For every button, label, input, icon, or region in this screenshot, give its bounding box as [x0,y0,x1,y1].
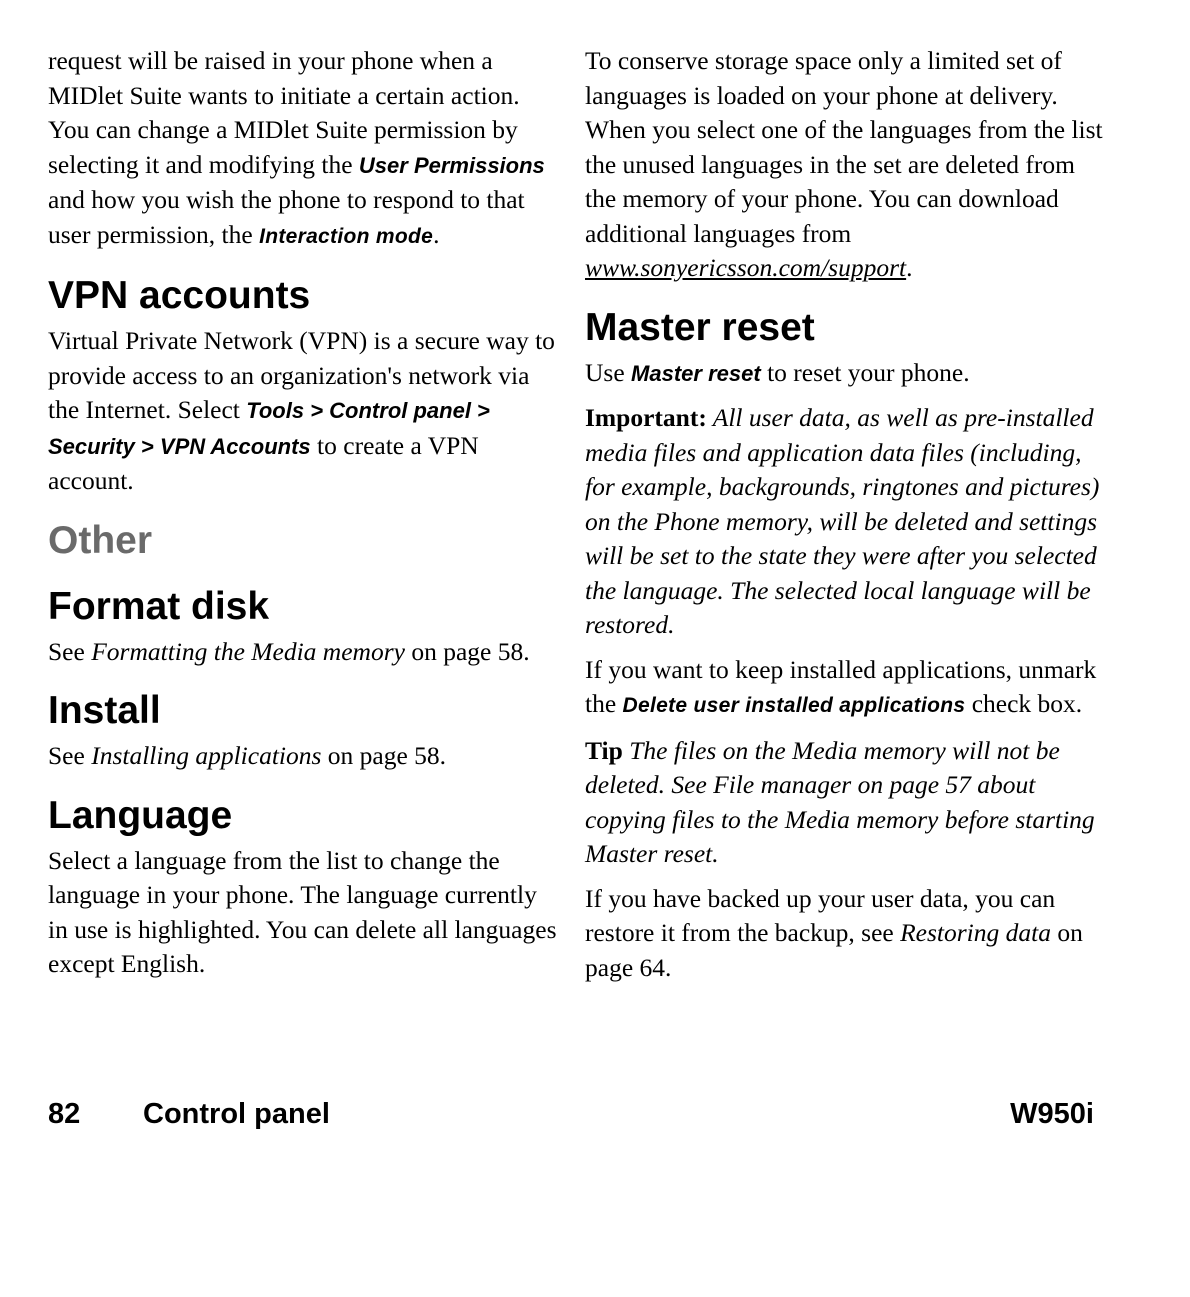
intro-paragraph [48,44,558,254]
install-paragraph [48,739,558,774]
language-heading: Language [48,793,233,837]
format-disk-heading: Format disk [48,584,270,628]
format-reference: Formatting the Media memory [91,636,405,666]
master-reset-heading: Master reset [585,305,815,349]
user-permissions-term: User Permissions [358,152,545,178]
intro-text-3: . [433,219,440,249]
restoring-data-reference: Restoring data [900,918,1051,947]
install-text-1: See [48,741,92,770]
important-label: Important: [585,403,707,432]
backup-text-2: on page 64. [585,918,1083,982]
storage-text-1: To conserve storage space only a limited set of languages is loaded on your phone at delivery. When you select one of the languages from the list the unused languages in the set are deleted from the memory of your phone. You can download additional languages from [585,46,1103,248]
backup-text-1: If you have backed up your user data, you can restore it from the backup, see [585,883,1056,947]
left-column [48,44,558,992]
vpn-paragraph [48,324,558,499]
format-text-1: See [48,636,92,666]
tip-note [585,734,1105,872]
format-disk-paragraph [48,635,558,670]
install-heading: Install [48,689,161,732]
section-title: Control panel [143,1098,330,1130]
other-heading: Other [48,518,153,562]
reset-text-1: Use [585,357,632,387]
delete-user-apps-term: Delete user installed applications [622,694,966,717]
model-name: W950i [1010,1098,1094,1130]
reset-text-2: to reset your phone. [760,357,970,387]
intro-text-1: request will be raised in your phone when a MIDlet Suite wants to initiate a certain action. You can change a MIDlet Suite permission by selecting it and modifying the [48,46,520,179]
backup-paragraph [585,882,1105,986]
install-text-2: on page 58. [321,741,447,770]
tip-label: Tip [585,735,623,765]
keep-text-2: check box. [965,689,1083,718]
vpn-menu-path: Tools > Control panel > Security > VPN Accounts [48,398,490,459]
storage-paragraph [585,44,1105,286]
format-text-2: on page 58. [404,636,530,666]
page-number: 82 [48,1098,81,1130]
master-reset-paragraph [585,356,1105,392]
vpn-text-2: to create a VPN account. [48,430,479,495]
intro-text-2: and how you wish the phone to respond to that user permission, the [48,185,525,249]
language-paragraph: Select a language from the list to change the language in your phone. The language currently in use is highlighted. You can delete all languages except English. [48,845,557,978]
install-reference: Installing applications [91,741,322,770]
support-link[interactable]: www.sonyericsson.com/support [585,253,907,282]
storage-text-2: . [906,253,913,282]
vpn-accounts-heading: VPN accounts [48,274,311,317]
keep-apps-paragraph [585,653,1105,724]
important-text: All user data, as well as pre-installed media files and application data files (including, for example, backgrounds, ringtones and pictures) on the Phone memory, will be deleted and settings will be set to the state they were after you selected the language. The selected local language will be restored. [585,403,1100,639]
interaction-mode-term: Interaction mode [259,224,434,248]
keep-text-1: If you want to keep installed applications, unmark the [585,654,1097,718]
page-footer [48,1098,1094,1138]
right-column [585,44,1105,995]
tip-text: The files on the Media memory will not be deleted. See File manager on page 57 about copying files to the Media memory before starting Master reset. [585,735,1095,868]
important-note [585,401,1105,643]
master-reset-term: Master reset [631,360,761,386]
vpn-text-1: Virtual Private Network (VPN) is a secure way to provide access to an organization's network via the Internet. Select [48,326,555,424]
